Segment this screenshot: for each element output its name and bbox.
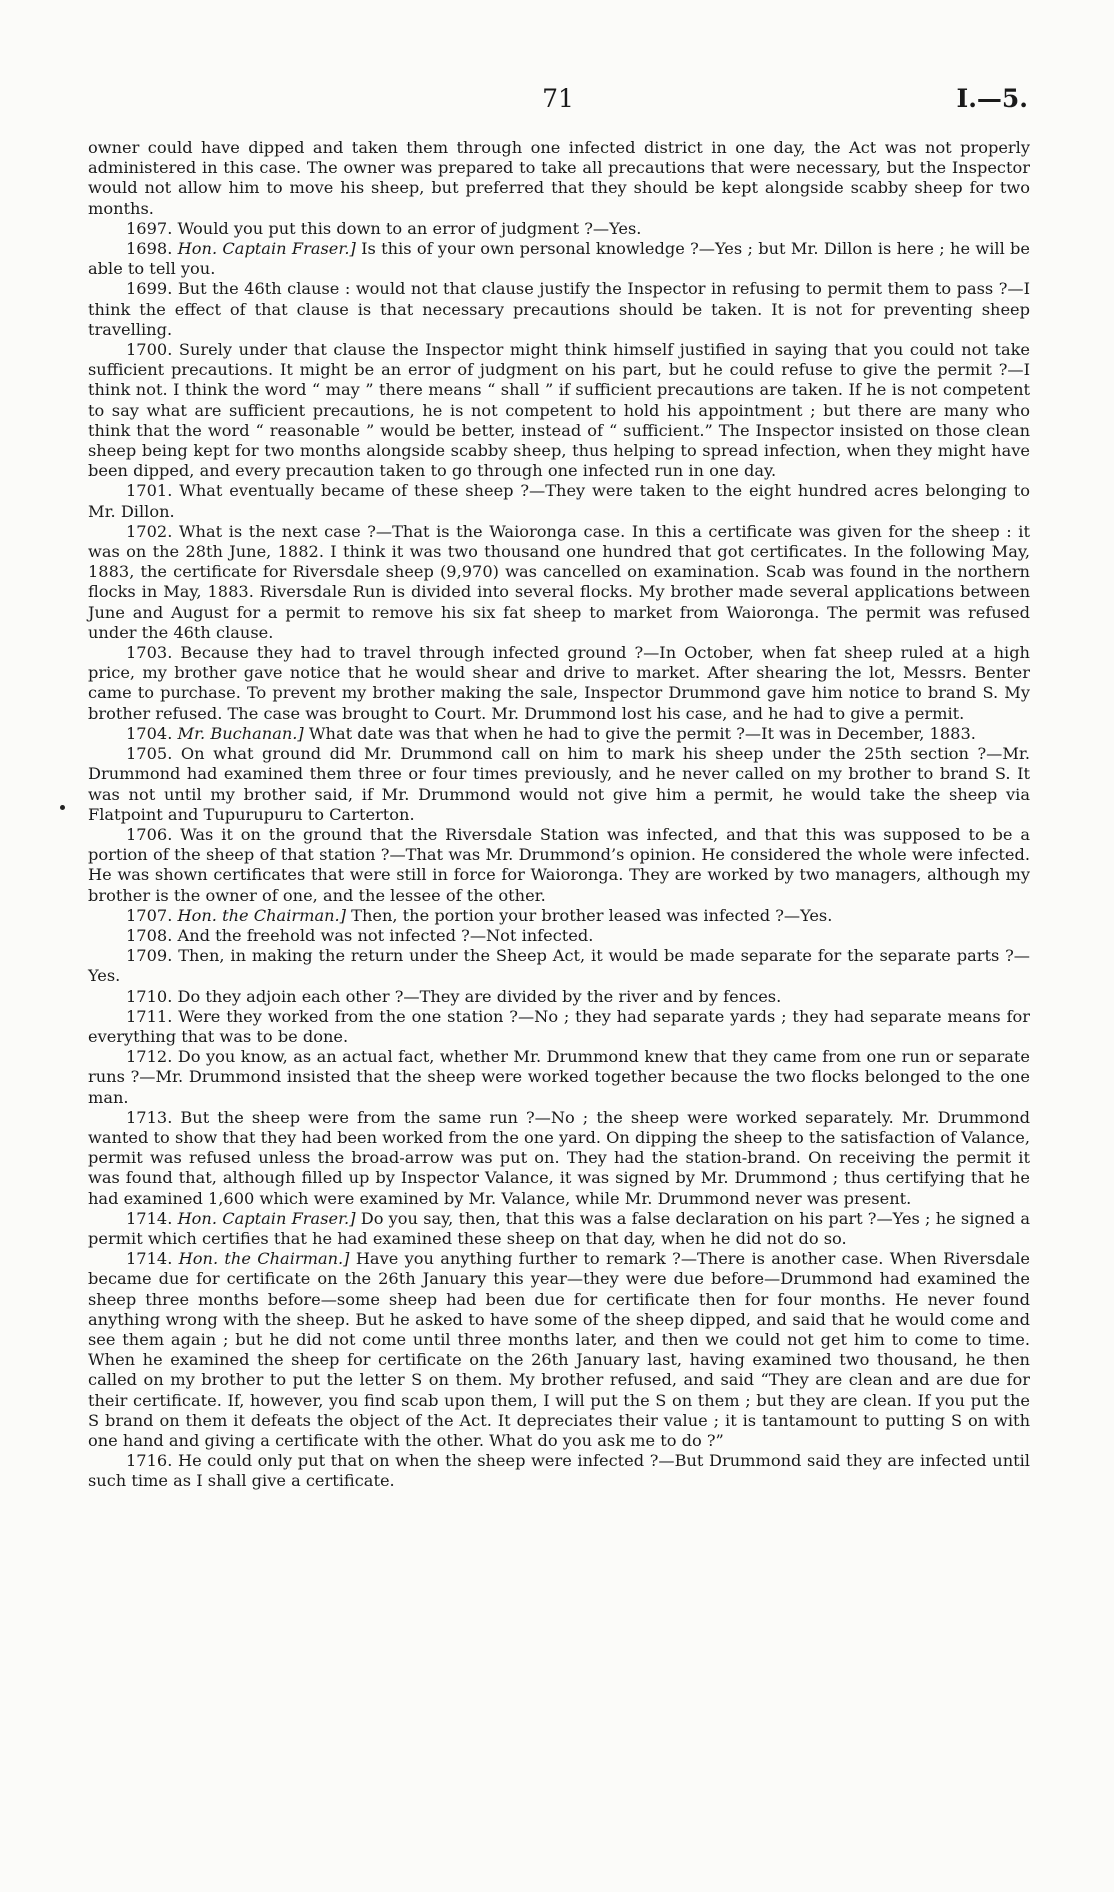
testimony-body [88,138,1030,1492]
paragraph: 1714. Hon. Captain Fraser.] Do you say, then, that this was a false declaration on his part ?—Yes ; he signed a permit which certifies that he had examined these sheep on that day, when he did not do so. [88,1208,1031,1248]
question-number: 1714. [126,1249,179,1269]
question-number: 1702. [126,521,179,541]
paragraph: 1701. What eventually became of these sheep ?—They were taken to the eight hundred acres belonging to Mr. Dillon. [88,481,1030,521]
speaker: Hon. the Chairman.] [178,1249,350,1269]
question-number: 1700. [126,340,179,360]
question-number: 1704. [126,723,178,743]
question-number: 1698. [126,239,178,259]
paragraph: 1714. Hon. the Chairman.] Have you anything further to remark ?—There is another case. When Riversdale became due for certificate on the 26th January this year—they were due before—Drummond had examined the sheep three months before—some sheep had been due for certificate then for four months. He never found anything wrong with the sheep. But he asked to have some of the sheep dipped, and said that he would come and see them again ; but he did not come until three months later, and then we could not get him to come to time. When he examined the sheep for certificate on the 26th January last, having examined two thousand, he then called on my brother to put the letter S on them. My brother refused, and said “They are clean and are due for their certificate. If, however, you find scab upon them, I will put the S on them ; but they are clean. If you put the S brand on them it defeats the object of the Act. It depreciates their value ; it is tantamount to putting S on with one hand and giving a certificate with the other. What do you ask me to do ?” [88,1249,1030,1450]
paragraph: owner could have dipped and taken them through one infected district in one day, the Act was not properly administered in this case. The owner was prepared to take all precautions that were necessary, but the Inspector would not allow him to move his sheep, but preferred that they should be kept alongside scabby sheep for two months. [88,138,1030,218]
paragraph: 1698. Hon. Captain Fraser.] Is this of your own personal knowledge ?—Yes ; but Mr. Dillon is here ; he will be able to tell you. [88,239,1030,279]
question-number: 1710. [126,986,178,1006]
question-number: 1706. [126,824,181,844]
speaker: Hon. the Chairman.] [177,905,346,925]
paragraph: 1708. And the freehold was not infected ?—Not infected. [126,925,594,945]
question-number: 1703. [126,643,181,663]
question-number: 1708. [126,925,178,945]
paragraph: 1704. Mr. Buchanan.] What date was that when he had to give the permit ?—It was in December, 1883. [126,723,976,743]
paragraph: 1707. Hon. the Chairman.] Then, the portion your brother leased was infected ?—Yes. [126,905,833,925]
paper-reference: I.—5. [956,84,1028,113]
question-number: 1709. [126,946,179,966]
question-number: 1711. [126,1006,179,1026]
paragraph: 1697. Would you put this down to an error of judgment ?—Yes. [126,218,642,238]
paragraph: 1713. But the sheep were from the same run ?—No ; the sheep were worked separately. Mr. Drummond wanted to show that they had been worked from the one yard. On dipping the sheep to the satisfaction of Valance, permit was refused unless the broad-arrow was put on. They had the station-brand. On receiving the permit it was found that, although filled up by Inspector Valance, it was signed by Mr. Drummond ; thus certifying that he had examined 1,600 which were examined by Mr. Valance, while Mr. Drummond never was present. [88,1107,1030,1208]
paragraph: 1706. Was it on the ground that the Riversdale Station was infected, and that this was supposed to be a portion of the sheep of that station ?—That was Mr. Drummond’s opinion. He considered the whole were infected. He was shown certificates that were still in force for Waioronga. They are worked by two managers, although my brother is the owner of one, and the lessee of the other. [88,824,1030,905]
question-number: 1705. [126,744,181,764]
question-number: 1714. [126,1208,178,1228]
question-number: 1712. [126,1047,178,1067]
question-number: 1699. [126,279,178,299]
paragraph: 1710. Do they adjoin each other ?—They are divided by the river and by fences. [126,986,782,1006]
paragraph: 1711. Were they worked from the one station ?—No ; they had separate yards ; they had separate means for everything that was to be done. [88,1006,1030,1046]
speaker: Hon. Captain Fraser.] [177,1208,356,1228]
question-number: 1697. [126,218,178,238]
question-number: 1713. [126,1107,181,1127]
paragraph: 1716. He could only put that on when the sheep were infected ?—But Drummond said they are infected until such time as I shall give a certificate. [88,1451,1030,1491]
paragraph: 1705. On what ground did Mr. Drummond call on him to mark his sheep under the 25th section ?—Mr. Drummond had examined them three or four times previously, and he never called on my brother to brand S. It was not until my brother said, if Mr. Drummond would not give him a permit, he would take the sheep via Flatpoint and Tupurupuru to Carterton. [88,744,1030,824]
question-number: 1707. [126,905,178,925]
page-header [88,84,1028,114]
margin-mark [60,805,65,810]
paragraph: 1709. Then, in making the return under the Sheep Act, it would be made separate for the separate parts ?—Yes. [88,946,1030,986]
speaker: Mr. Buchanan.] [177,723,304,743]
paragraph: 1712. Do you know, as an actual fact, whether Mr. Drummond knew that they came from one run or separate runs ?—Mr. Drummond insisted that the sheep were worked together because the two flocks belonged to the one man. [88,1047,1030,1107]
paragraph: 1700. Surely under that clause the Inspector might think himself justified in saying that you could not take sufficient precautions. It might be an error of judgment on his part, but he could refuse to give the permit ?—I think not. I think the word “ may ” there means “ shall ” if sufficient precautions are taken. If he is not competent to say what are sufficient precautions, he is not competent to hold his appointment ; but there are many who think that the word “ reasonable ” would be better, instead of “ sufficient.” The Inspector insisted on those clean sheep being kept for two months alongside scabby sheep, thus helping to spread infection, when they might have been dipped, and every precaution taken to go through one infected run in one day. [88,340,1030,481]
question-number: 1716. [126,1451,178,1471]
page-number: 71 [542,84,574,113]
paragraph: 1699. But the 46th clause : would not that clause justify the Inspector in refusing to permit them to pass ?—I think the effect of that clause is that necessary precautions should be taken. It is not for preventing sheep travelling. [88,279,1030,339]
paragraph: 1702. What is the next case ?—That is the Waioronga case. In this a certificate was given for the sheep : it was on the 28th June, 1882. I think it was two thousand one hundred that got certificates. In the following May, 1883, the certificate for Riversdale sheep (9,970) was cancelled on examination. Scab was found in the northern flocks in May, 1883. Riversdale Run is divided into several flocks. My brother made several applications between June and August for a permit to remove his six fat sheep to market from Waioronga. The permit was refused under the 46th clause. [88,521,1030,642]
question-number: 1701. [126,481,180,501]
speaker: Hon. Captain Fraser.] [177,239,356,259]
paragraph: 1703. Because they had to travel through infected ground ?—In October, when fat sheep ruled at a high price, my brother gave notice that he would shear and drive to market. After shearing the lot, Messrs. Benter came to purchase. To prevent my brother making the sale, Inspector Drummond gave him notice to brand S. My brother refused. The case was brought to Court. Mr. Drummond lost his case, and he had to give a permit. [88,643,1030,723]
